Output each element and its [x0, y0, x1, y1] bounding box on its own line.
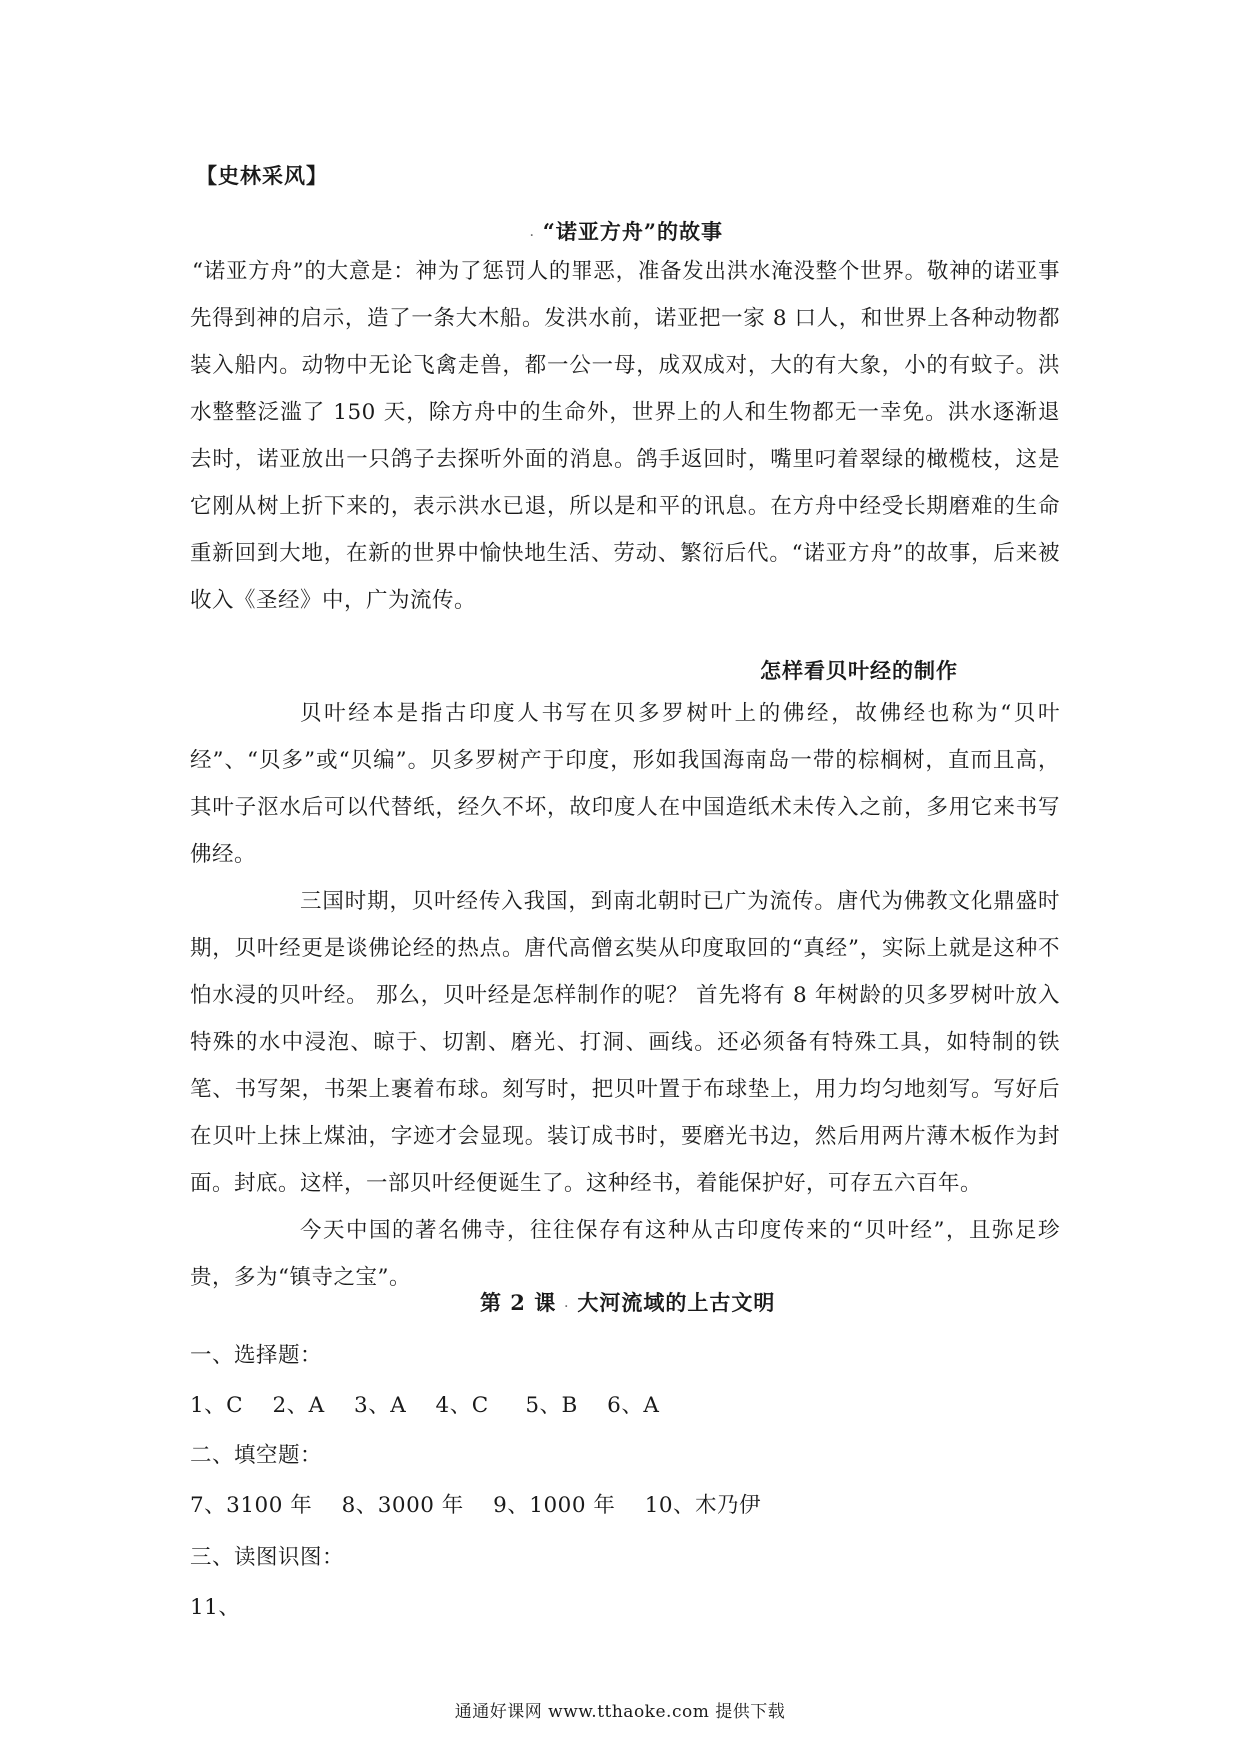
- section-heading-fill: 二、填空题：: [190, 1443, 323, 1468]
- story2-paragraph-3: 今天中国的著名佛寺，往往保存有这种从古印度传来的“贝叶经”，且弥足珍贵，多为“镇寺之宝”。: [190, 1218, 1060, 1290]
- story2-paragraph-1: 贝叶经本是指古印度人书写在贝多罗树叶上的佛经，故佛经也称为“贝叶经”、“贝多”或“贝编”。贝多罗树产于印度，形如我国海南岛一带的棕榈树，直而且高，其叶子沤水后可以代替纸，经久不坏，故印度人在中国造纸术未传入之前，多用它来书写佛经。: [190, 701, 1060, 867]
- story2-title: 怎样看贝叶经的制作: [760, 658, 958, 683]
- story1-title: [530, 216, 723, 246]
- answers-fill: 7、3100 年 8、3000 年 9、1000 年 10、木乃伊: [190, 1493, 762, 1518]
- lesson-dot-mark: .: [564, 1299, 570, 1310]
- story2-paragraph-2: 三国时期，贝叶经传入我国，到南北朝时已广为流传。唐代为佛教文化鼎盛时期，贝叶经更是谈佛论经的热点。唐代高僧玄奘从印度取回的“真经”，实际上就是这种不怕水浸的贝叶经。 那么，贝叶经是怎样制作的呢？ 首先将有 8 年树龄的贝多罗树叶放入特殊的水中浸泡、晾于、切割、磨光、打洞、画线。还必须备有特殊工具，如特制的铁笔、书写架，书架上裹着布球。刻写时，把贝叶置于布球垫上，用力均匀地刻写。写好后在贝叶上抹上煤油，字迹才会显现。装订成书时，要磨光书边，然后用两片薄木板作为封面。封底。这样，一部贝叶经便诞生了。这种经书，着能保护好，可存五六百年。: [190, 889, 1060, 1196]
- story1-paragraph: “诺亚方舟”的大意是：神为了惩罚人的罪恶，准备发出洪水淹没整个世界。敬神的诺亚事先得到神的启示，造了一条大木船。发洪水前，诺亚把一家 8 口人，和世界上各种动物都装入船内。动物中无论飞禽走兽，都一公一母，成双成对，大的有大象，小的有蚊子。洪水整整泛滥了 150 天，除方舟中的生命外，世界上的人和生物都无一幸免。洪水逐渐退去时，诺亚放出一只鸽子去探听外面的消息。鸽手返回时，嘴里叼着翠绿的橄榄枝，这是它刚从树上折下来的，表示洪水已退，所以是和平的讯息。在方舟中经受长期磨难的生命重新回到大地，在新的世界中愉快地生活、劳动、繁衍后代。“诺亚方舟”的故事，后来被收入《圣经》中，广为流传。: [190, 259, 1060, 613]
- section-title: 【史林采风】: [196, 163, 328, 188]
- section-heading-map: 三、读图识图：: [190, 1545, 345, 1570]
- answers-map: 11、: [190, 1595, 241, 1620]
- story1-body: [190, 248, 1060, 624]
- section-heading-choice: 一、选择题：: [190, 1343, 323, 1368]
- footer-credit: 通通好课网 www.tthaoke.com 提供下载: [454, 1702, 786, 1722]
- lesson-title: [480, 1287, 775, 1317]
- story2-body: [190, 690, 1060, 1301]
- title-dot-mark: .: [530, 228, 535, 239]
- lesson-number: 第 2 课: [480, 1290, 557, 1315]
- answers-choice: 1、C 2、A 3、A 4、C 5、B 6、A: [190, 1393, 660, 1418]
- story1-title-text: “诺亚方舟”的故事: [542, 219, 723, 244]
- lesson-name: 大河流域的上古文明: [577, 1290, 776, 1315]
